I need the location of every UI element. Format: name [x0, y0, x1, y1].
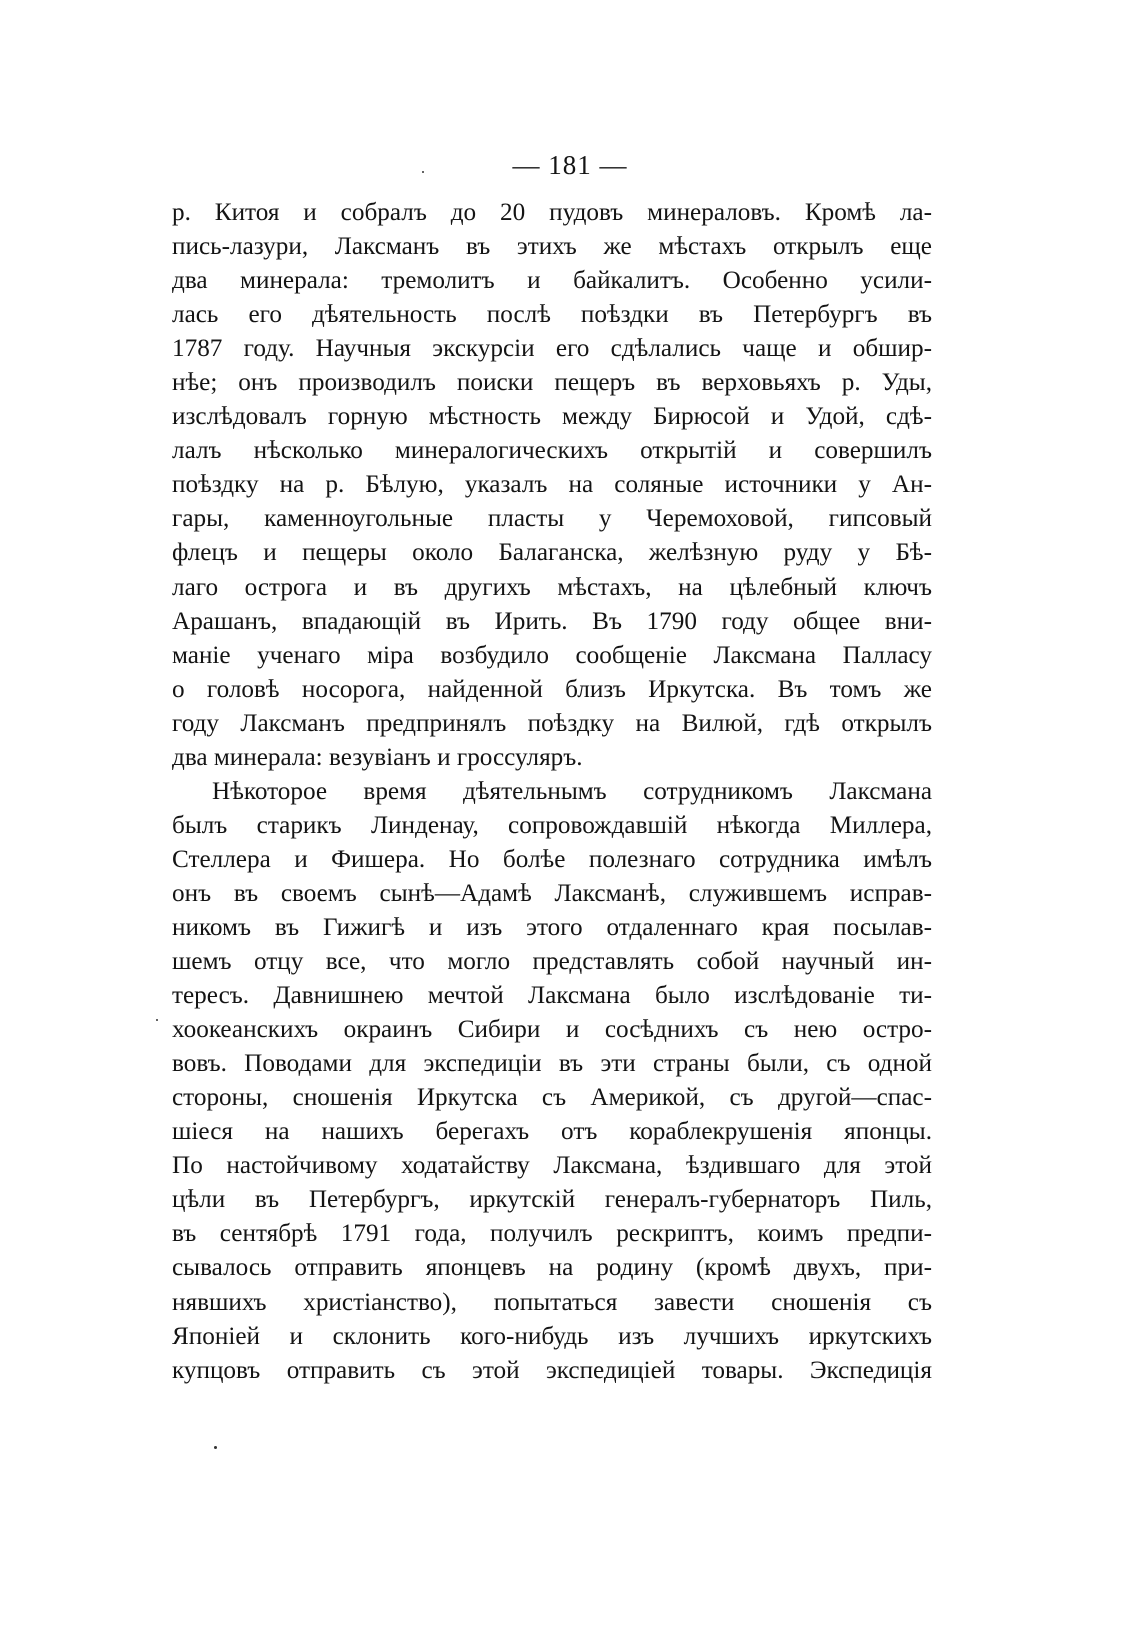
text-line: о головѣ носорога, найденной близъ Иркутска. Въ томъ же	[172, 675, 932, 703]
text-line: р. Китоя и собралъ до 20 пудовъ минераловъ. Кромѣ ла-	[172, 199, 932, 226]
text-line: шемъ отцу все, что могло представлять собой научный ин-	[172, 948, 932, 976]
text-line: году Лаксманъ предпринялъ поѣздку на Вилюй, гдѣ открылъ	[172, 709, 932, 737]
text-line: изслѣдовалъ горную мѣстность между Бирюсой и Удой, сдѣ-	[172, 403, 932, 431]
text-line: стороны, сношенія Иркутска съ Америкой, съ другой—спас-	[172, 1084, 932, 1112]
text-line: два минерала: тремолитъ и байкалитъ. Особенно усили-	[172, 267, 932, 295]
text-line: вовъ. Поводами для экспедиціи въ эти страны были, съ одной	[172, 1050, 932, 1078]
text-line: поѣздку на р. Бѣлую, указалъ на соляные источники у Ан-	[172, 471, 932, 499]
text-line: гары, каменноугольные пласты у Черемоховой, гипсовый	[172, 505, 932, 533]
text-line: маніе ученаго міра возбудило сообщеніе Лаксмана Палласу	[172, 641, 932, 669]
text-line: въ сентябрѣ 1791 года, получилъ рескриптъ, коимъ предпи-	[172, 1220, 932, 1248]
scan-speck	[214, 1446, 217, 1449]
text-line: 1787 году. Научныя экскурсіи его сдѣлались чаще и обшир-	[172, 335, 932, 363]
text-line: хоокеанскихъ окраинъ Сибири и сосѣднихъ съ нею остро-	[172, 1016, 932, 1044]
text-line: онъ въ своемъ сынѣ—Адамѣ Лаксманѣ, служившемъ исправ-	[172, 879, 932, 907]
text-line: нявшихъ христіанство), попытаться завести сношенія съ	[172, 1288, 932, 1316]
page-number: — 181 —	[512, 150, 628, 180]
text-line: нѣе; онъ производилъ поиски пещеръ въ верховьяхъ р. Уды,	[172, 369, 932, 397]
text-line: былъ старикъ Линденау, сопровождавшій нѣкогда Миллера,	[172, 811, 932, 839]
text-line: лаго острога и въ другихъ мѣстахъ, на цѣлебный ключъ	[172, 573, 932, 601]
text-line: По настойчивому ходатайству Лаксмана, ѣздившаго для этой	[172, 1152, 932, 1180]
paragraph-first-line: Нѣкоторое время дѣятельнымъ сотрудникомъ Лаксмана	[212, 777, 932, 805]
text-line: Стеллера и Фишера. Но болѣе полезнаго сотрудника имѣлъ	[172, 845, 932, 873]
scan-speck	[156, 1019, 158, 1021]
text-line: шіеся на нашихъ берегахъ отъ кораблекрушенія японцы.	[172, 1118, 932, 1146]
text-line: пись-лазури, Лаксманъ въ этихъ же мѣстахъ открылъ еще	[172, 233, 932, 261]
text-line: Японіей и склонить кого-нибудь изъ лучшихъ иркутскихъ	[172, 1322, 932, 1350]
scan-speck	[422, 171, 424, 173]
body-text	[172, 196, 932, 1388]
text-line: Арашанъ, впадающій въ Ирить. Въ 1790 году общее вни-	[172, 607, 932, 635]
text-line: никомъ въ Гижигѣ и изъ этого отдаленнаго края посылав-	[172, 913, 932, 941]
text-line: флецъ и пещеры около Балаганска, желѣзную руду у Бѣ-	[172, 539, 932, 567]
text-line: лалъ нѣсколько минералогическихъ открытій и совершилъ	[172, 437, 932, 465]
text-line: купцовъ отправить съ этой экспедиціей товары. Экспедиція	[172, 1356, 932, 1384]
text-line: сывалось отправить японцевъ на родину (кромѣ двухъ, при-	[172, 1254, 932, 1282]
text-line: лась его дѣятельность послѣ поѣздки въ Петербургъ въ	[172, 301, 932, 329]
paragraph-last-line: два минерала: везувіанъ и гроссуляръ.	[172, 743, 583, 771]
text-line: цѣли въ Петербургъ, иркутскій генералъ-губернаторъ Пиль,	[172, 1186, 932, 1214]
text-line: тересъ. Давнишнею мечтой Лаксмана было изслѣдованіе ти-	[172, 982, 932, 1010]
